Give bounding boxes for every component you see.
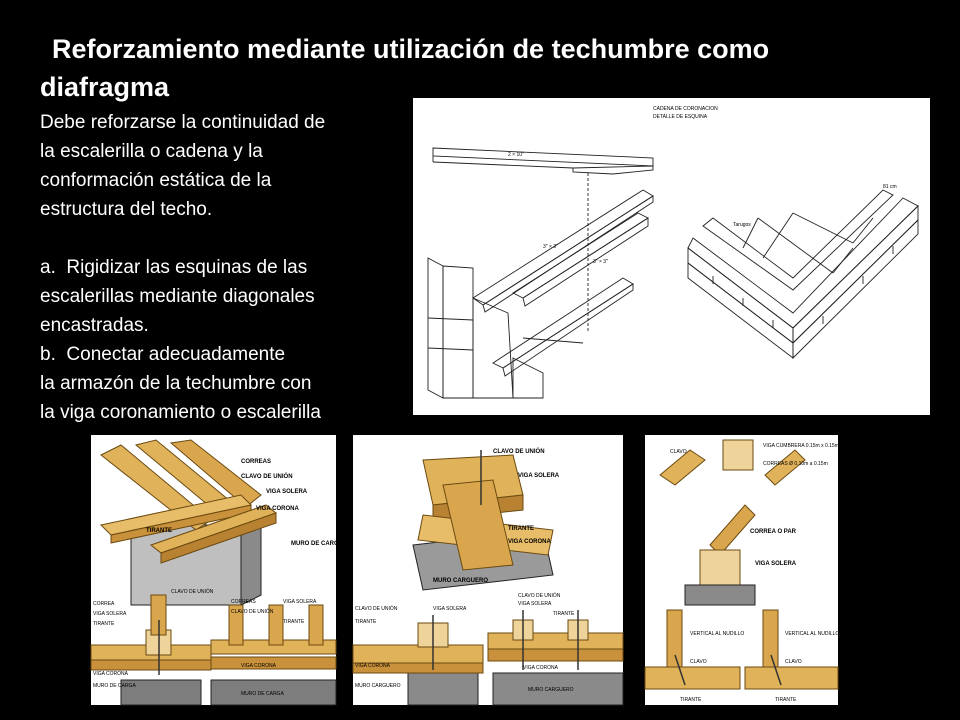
callout-label: VIGA SOLERA — [283, 599, 317, 605]
callout-label: CLAVO — [690, 659, 707, 665]
callout-label: MURO DE CARGA — [241, 691, 284, 697]
item-b-line: la viga coronamiento o escalerilla — [40, 402, 321, 423]
callout-label: CLAVO — [785, 659, 802, 665]
rafter-connection-drawing-c — [645, 435, 838, 705]
callout-label: CLAVO DE UNIÓN — [518, 593, 561, 599]
callout-label: MURO DE CARGA — [93, 683, 136, 689]
callout-label: VIGA CUMBRERA 0.15m x 0.15m — [763, 443, 839, 449]
callout-label: VIGA SOLERA — [755, 561, 797, 567]
callout-label: VIGA CORONA — [93, 671, 129, 677]
callout-label: VIGA CORONA — [508, 539, 551, 545]
callout-label: VIGA SOLERA — [518, 601, 552, 607]
title-line-2: diafragma — [40, 72, 170, 102]
callout-label: CLAVO DE UNIÓN — [355, 606, 398, 612]
callout-label: CORREAS — [231, 599, 256, 605]
rafter-connection-figure-b — [353, 435, 623, 705]
callout-label: CLAVO DE UNIÓN — [493, 449, 545, 455]
callout-label: CORREA — [93, 601, 115, 607]
body-text — [40, 108, 410, 427]
callout-label: VIGA SOLERA — [518, 473, 560, 479]
callout-label: MURO CARGUERO — [355, 683, 401, 689]
dimension-label: 3" × 3" — [593, 259, 608, 265]
rafter-connection-drawing-b — [353, 435, 623, 705]
intro-line: la escalerilla o cadena y la — [40, 141, 263, 162]
callout-label: TIRANTE — [553, 611, 575, 617]
item-a-line: escalerillas mediante diagonales — [40, 286, 315, 307]
callout-label: CORREA O PAR — [750, 529, 797, 535]
figure-header-2: DETALLE DE ESQUINA — [653, 114, 708, 120]
corner-detail-drawing — [413, 98, 930, 415]
callout-label: CLAVO DE UNIÓN — [171, 589, 214, 595]
title-line-1: Reforzamiento mediante utilización de techumbre como — [52, 34, 770, 64]
callout-label: CLAVO DE UNIÓN — [241, 474, 293, 480]
callout-label: TIRANTE — [355, 619, 377, 625]
callout-label: CORREAS Ø 0.10m a 0.15m — [763, 461, 828, 467]
item-b-line: la armazón de la techumbre con — [40, 373, 312, 394]
callout-label: MURO CARGUERO — [433, 578, 488, 584]
item-a-line: a. Rigidizar las esquinas de las — [40, 257, 308, 278]
item-b-line: b. Conectar adecuadamente — [40, 344, 286, 365]
slide-title — [40, 30, 940, 106]
rafter-connection-figure-a — [91, 435, 343, 705]
rafter-connection-figure-c — [645, 435, 838, 705]
callout-label: TIRANTE — [283, 619, 305, 625]
callout-label: VIGA CORONA — [355, 663, 391, 669]
callout-label: TIRANTE — [93, 621, 115, 627]
dimension-label: 2 × 10" — [508, 152, 524, 158]
callout-label: VIGA CORONA — [256, 506, 299, 512]
intro-line: conformación estática de la — [40, 170, 272, 191]
callout-label: VIGA SOLERA — [433, 606, 467, 612]
callout-label: CLAVO — [670, 449, 687, 455]
callout-label: TIRANTE — [508, 526, 534, 532]
callout-label: VIGA CORONA — [241, 663, 277, 669]
callout-label: VIGA SOLERA — [266, 489, 308, 495]
callout-label: VERTICAL AL NUDILLO — [690, 631, 745, 637]
tarugos-label: Tarugos — [733, 222, 751, 228]
rafter-connection-drawing-a — [91, 435, 343, 705]
callout-label: MURO DE CARGA — [291, 541, 343, 547]
dimension-label: 3" × 3" — [543, 244, 558, 250]
callout-label: TIRANTE — [680, 697, 702, 703]
item-a-line: encastradas. — [40, 315, 149, 336]
callout-label: TIRANTE — [775, 697, 797, 703]
figure-header-1: CADENA DE CORONACION — [653, 106, 718, 112]
callout-label: MURO CARGUERO — [528, 687, 574, 693]
callout-label: VERTICAL AL NUDILLO — [785, 631, 840, 637]
corner-detail-figure — [413, 98, 930, 415]
callout-label: TIRANTE — [146, 528, 172, 534]
callout-label: VIGA CORONA — [523, 665, 559, 671]
dimension-label: 81 cm — [883, 184, 897, 190]
callout-label: VIGA SOLERA — [93, 611, 127, 617]
callout-label: CLAVO DE UNIÓN — [231, 609, 274, 615]
callout-label: CORREAS — [241, 459, 272, 465]
intro-line: estructura del techo. — [40, 199, 213, 220]
intro-line: Debe reforzarse la continuidad de — [40, 112, 326, 133]
